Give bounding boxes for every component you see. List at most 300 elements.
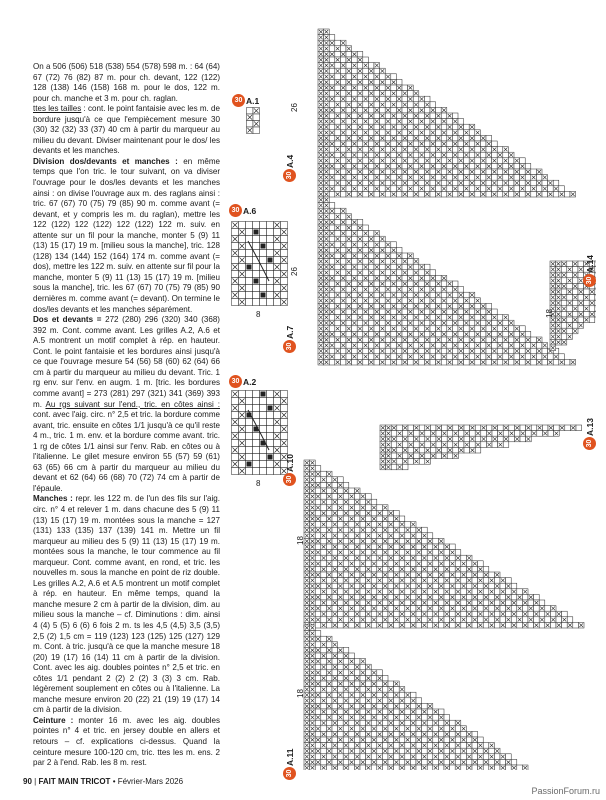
chart-cell: [413, 130, 419, 136]
chart-cell: [352, 315, 358, 321]
chart-cell: [380, 74, 386, 80]
chart-cell: [419, 147, 425, 153]
chart-cell: [329, 214, 335, 220]
chart-cell: [480, 343, 486, 349]
chart-cell: [469, 343, 475, 349]
chart-cell: [567, 306, 573, 312]
chart-cell: [260, 250, 267, 257]
chart-cell: [385, 91, 391, 97]
chart-cell: [447, 343, 453, 349]
chart-cell: [352, 113, 358, 119]
chart-cell: [357, 107, 363, 113]
chart-cell: [508, 180, 514, 186]
chart-cell: [405, 544, 411, 550]
chart-cell: [441, 337, 447, 343]
chart-cell: [391, 242, 397, 248]
chart-cell: [363, 91, 369, 97]
chart-cell: [253, 440, 260, 447]
chart-cell: [572, 311, 578, 317]
chart-cell: [497, 169, 503, 175]
chart-cell: [321, 516, 327, 522]
chart-cell: [357, 141, 363, 147]
chart-cell: [466, 583, 472, 589]
chart-cell: [520, 326, 526, 332]
chart-cell: [329, 79, 335, 85]
chart-cell: [475, 326, 481, 332]
chart-cell: [374, 359, 380, 365]
chart-cell: [329, 281, 335, 287]
chart-a1-grid: [246, 107, 260, 135]
chart-cell: [410, 527, 416, 533]
chart-cell: [492, 431, 498, 437]
chart-cell: [357, 119, 363, 125]
chart-cell: [567, 328, 573, 334]
chart-cell: [329, 35, 335, 41]
chart-cell: [391, 74, 397, 80]
chart-cell: [382, 544, 388, 550]
chart-cell: [422, 561, 428, 567]
paragraph-division: [33, 157, 220, 315]
chart-cell: [363, 147, 369, 153]
chart-cell: [246, 271, 253, 278]
chart-cell: [260, 405, 267, 412]
chart-cell: [405, 533, 411, 539]
chart-cell: [572, 267, 578, 273]
chart-cell: [385, 79, 391, 85]
chart-cell: [354, 527, 360, 533]
chart-cell: [419, 436, 425, 442]
chart-cell: [441, 315, 447, 321]
chart-cell: [329, 191, 335, 197]
chart-cell: [469, 175, 475, 181]
chart-cell: [382, 533, 388, 539]
chart-cell: [340, 124, 346, 130]
chart-cell: [542, 425, 548, 431]
chart-cell: [520, 169, 526, 175]
chart-cell: [430, 191, 436, 197]
chart-cell: [357, 175, 363, 181]
chart-cell: [452, 124, 458, 130]
chart-cell: [382, 555, 388, 561]
chart-cell: [377, 550, 383, 556]
chart-cell: [253, 391, 260, 398]
chart-cell: [561, 267, 567, 273]
chart-cell: [357, 354, 363, 360]
chart-cell: [436, 186, 442, 192]
paragraph-text: en même temps que l'on tric. le tour suivant, on va diviser l'ouvrage pour le dos/les devants et les manches ainsi : on divise l'ouvrage aux m. des raglans ainsi : tric. 67 (67) 70 (75) 79 (85) 90 m. comme avant (= devant, et y compris les m. du raglan), mettre les 122 (122) 122 (122) 122 (122) 122 m. suiv. en attente sur un fil pour la manche, monter 5 (9) 11 (13) 15 (17) 19 m. [milieu sous la manche], tric. 128 (128) 134 (144) 152 (164) 174 m. comme avant (= dos), mettre les 122 m. suiv. en attente sur fil pour la manche, monter 5 (9) 11 (13) 15 (17) 19 m. [milieu sous la manche], tric. les 67 (67) 70 (75) 79 (85) 90 dernières m. comme avant (= devant). On termine le dos/les devants et les manches séparément.: [33, 156, 221, 314]
chart-cell: [480, 141, 486, 147]
chart-cell: [357, 320, 363, 326]
chart-cell: [380, 354, 386, 360]
paragraph-lead: Au rgs suivant sur l'end., tric. en côtes ainsi :: [45, 399, 220, 409]
chart-cell: [402, 320, 408, 326]
chart-cell: [503, 163, 509, 169]
chart-cell: [424, 264, 430, 270]
chart-cell: [374, 124, 380, 130]
chart-cell: [357, 231, 363, 237]
chart-cell: [430, 348, 436, 354]
chart-cell: [260, 447, 267, 454]
chart-cell: [346, 231, 352, 237]
chart-cell: [408, 113, 414, 119]
chart-cell: [514, 163, 520, 169]
chart-cell: [486, 436, 492, 442]
chart-cell: [422, 572, 428, 578]
chart-cell: [430, 337, 436, 343]
chart-cell: [340, 315, 346, 321]
chart-cell: [363, 68, 369, 74]
chart-cell: [340, 337, 346, 343]
chart-cell: [408, 292, 414, 298]
chart-cell: [436, 442, 442, 448]
chart-cell: [572, 289, 578, 295]
chart-cell: [402, 464, 408, 470]
chart-cell: [239, 433, 246, 440]
chart-cell: [377, 516, 383, 522]
chart-cell: [380, 175, 386, 181]
chart-cell: [360, 578, 366, 584]
chart-cell: [469, 320, 475, 326]
chart-cell: [419, 337, 425, 343]
chart-cell: [492, 442, 498, 448]
chart-cell: [352, 57, 358, 63]
chart-cell: [388, 561, 394, 567]
chart-cell: [368, 242, 374, 248]
chart-cell: [352, 236, 358, 242]
chart-cell: [396, 348, 402, 354]
chart-cell: [380, 107, 386, 113]
chart-cell: [377, 538, 383, 544]
chart-cell: [396, 102, 402, 108]
chart-cell: [408, 359, 414, 365]
chart-cell: [469, 163, 475, 169]
chart-cell: [441, 169, 447, 175]
chart-cell: [349, 488, 355, 494]
chart-cell: [565, 425, 571, 431]
chart-cell: [419, 158, 425, 164]
chart-cell: [363, 281, 369, 287]
chart-cell: [424, 275, 430, 281]
chart-cell: [385, 180, 391, 186]
chart-cell: [424, 186, 430, 192]
chart-cell: [503, 354, 509, 360]
chart-cell: [315, 544, 321, 550]
chart-cell: [438, 578, 444, 584]
chart-cell: [416, 533, 422, 539]
chart-cell: [274, 412, 281, 419]
chart-cell: [536, 175, 542, 181]
chart-cell: [246, 426, 253, 433]
chart-cell: [413, 320, 419, 326]
chart-cell: [492, 186, 498, 192]
chart-cell: [267, 292, 274, 299]
chart-cell: [433, 572, 439, 578]
chart-cell: [368, 298, 374, 304]
chart-cell: [408, 303, 414, 309]
chart-cell: [232, 398, 239, 405]
chart-cell: [346, 275, 352, 281]
chart-cell: [430, 135, 436, 141]
chart-cell: [247, 108, 254, 115]
chart-cell: [520, 425, 526, 431]
chart-cell: [357, 74, 363, 80]
chart-cell: [520, 348, 526, 354]
chart-cell: [352, 191, 358, 197]
chart-cell: [346, 331, 352, 337]
chart-cell: [253, 285, 260, 292]
chart-cell: [335, 85, 341, 91]
chart-cell: [531, 348, 537, 354]
chart-cell: [536, 186, 542, 192]
chart-cell: [424, 320, 430, 326]
chart-cell: [267, 222, 274, 229]
chart-cell: [391, 275, 397, 281]
chart-cell: [260, 257, 267, 264]
chart-cell: [436, 354, 442, 360]
chart-cell: [424, 130, 430, 136]
chart-cell: [246, 222, 253, 229]
chart-cell: [475, 147, 481, 153]
chart-cell: [253, 405, 260, 412]
chart-cell: [329, 135, 335, 141]
chart-cell: [267, 461, 274, 468]
filled-stitch: [261, 392, 266, 397]
chart-cell: [352, 359, 358, 365]
chart-cell: [357, 309, 363, 315]
chart-cell: [391, 141, 397, 147]
filled-stitch: [261, 244, 266, 249]
chart-cell: [343, 494, 349, 500]
chart-cell: [506, 578, 512, 584]
chart-cell: [377, 505, 383, 511]
chart-cell: [232, 468, 239, 475]
chart-cell: [315, 533, 321, 539]
chart-cell: [357, 219, 363, 225]
chart-cell: [514, 343, 520, 349]
chart-cell: [274, 243, 281, 250]
chart-cell: [385, 303, 391, 309]
chart-name: A.6: [243, 205, 257, 216]
chart-cell: [394, 533, 400, 539]
chart-cell: [430, 147, 436, 153]
chart-cell: [338, 566, 344, 572]
chart-cell: [430, 303, 436, 309]
chart-cell: [441, 124, 447, 130]
chart-cell: [396, 91, 402, 97]
chart-cell: [321, 550, 327, 556]
chart-cell: [572, 300, 578, 306]
chart-cell: [388, 538, 394, 544]
chart-cell: [444, 561, 450, 567]
chart-cell: [335, 51, 341, 57]
chart-cell: [438, 566, 444, 572]
chart-cell: [281, 405, 288, 412]
chart-cell: [329, 158, 335, 164]
chart-cell: [444, 572, 450, 578]
chart-cell: [526, 431, 532, 437]
chart-cell: [576, 425, 582, 431]
chart-cell: [430, 102, 436, 108]
chart-cell: [352, 169, 358, 175]
chart-cell: [335, 130, 341, 136]
chart-cell: [424, 152, 430, 158]
chart-cell: [281, 250, 288, 257]
chart-cell: [239, 264, 246, 271]
chart-cell: [363, 169, 369, 175]
chart-cell: [531, 359, 537, 365]
chart-cell: [553, 191, 559, 197]
chart-cell: [281, 391, 288, 398]
chart-cell: [315, 477, 321, 483]
chart-cell: [531, 169, 537, 175]
chart-cell: [346, 130, 352, 136]
chart-cell: [408, 425, 414, 431]
chart-cell: [391, 130, 397, 136]
chart-cell: [385, 158, 391, 164]
chart-cell: [578, 306, 584, 312]
chart-cell: [402, 141, 408, 147]
chart-cell: [419, 359, 425, 365]
chart-cell: [335, 309, 341, 315]
chart-cell: [595, 300, 596, 306]
chart-cell: [486, 180, 492, 186]
chart-cell: [424, 298, 430, 304]
chart-cell: [402, 175, 408, 181]
chart-cell: [458, 141, 464, 147]
chart-cell: [335, 163, 341, 169]
chart-cell: [503, 343, 509, 349]
chart-cell: [281, 433, 288, 440]
chart-cell: [399, 516, 405, 522]
chart-cell: [349, 522, 355, 528]
chart-cell: [537, 431, 543, 437]
chart-cell: [321, 505, 327, 511]
chart-cell: [408, 337, 414, 343]
chart-cell: [486, 326, 492, 332]
chart-cell: [396, 113, 402, 119]
chart-cell: [475, 337, 481, 343]
chart-cell: [419, 315, 425, 321]
chart-cell: [326, 488, 332, 494]
chart-cell: [363, 337, 369, 343]
chart-cell: [343, 527, 349, 533]
chart-cell: [402, 163, 408, 169]
chart-cell: [391, 354, 397, 360]
chart-cell: [475, 191, 481, 197]
chart-cell: [338, 522, 344, 528]
chart-cell: [335, 152, 341, 158]
chart-cell: [335, 119, 341, 125]
chart-cell: [335, 219, 341, 225]
chart-cell: [452, 113, 458, 119]
chart-cell: [366, 538, 372, 544]
chart-cell: [396, 337, 402, 343]
chart-cell: [441, 158, 447, 164]
chart-cell: [413, 175, 419, 181]
chart-cell: [595, 295, 596, 301]
chart-cell: [357, 298, 363, 304]
chart-cell: [408, 91, 414, 97]
chart-cell: [374, 169, 380, 175]
chart-cell: [419, 124, 425, 130]
paragraph-back-fronts: [33, 315, 220, 494]
chart-cell: [408, 102, 414, 108]
chart-cell: [492, 175, 498, 181]
chart-cell: [561, 289, 567, 295]
chart-cell: [239, 278, 246, 285]
chart-cell: [497, 147, 503, 153]
chart-cell: [520, 436, 526, 442]
chart-cell: [374, 337, 380, 343]
chart-cell: [447, 442, 453, 448]
chart-cell: [589, 306, 595, 312]
chart-cell: [419, 447, 425, 453]
chart-cell: [357, 343, 363, 349]
chart-cell: [408, 348, 414, 354]
chart-cell: [380, 298, 386, 304]
chart-cell: [374, 247, 380, 253]
chart-cell: [357, 96, 363, 102]
chart-cell: [410, 561, 416, 567]
chart-cell: [239, 461, 246, 468]
chart-cell: [374, 79, 380, 85]
chart-cell: [260, 454, 267, 461]
chart-cell: [382, 510, 388, 516]
chart-cell: [436, 431, 442, 437]
chart-cell: [281, 278, 288, 285]
chart-cell: [346, 63, 352, 69]
chart-cell: [564, 191, 570, 197]
chart-cell: [447, 453, 453, 459]
chart-cell: [424, 96, 430, 102]
chart-cell: [363, 303, 369, 309]
chart-cell: [321, 538, 327, 544]
chart-cell: [466, 561, 472, 567]
chart-cell: [464, 158, 470, 164]
chart-cell: [335, 354, 341, 360]
chart-cell: [391, 175, 397, 181]
chart-cell: [413, 119, 419, 125]
chart-cell: [391, 253, 397, 259]
chart-cell: [340, 292, 346, 298]
chart-cell: [332, 527, 338, 533]
paragraph-lead: Division dos/devants et manches :: [33, 156, 178, 166]
chart-cell: [464, 169, 470, 175]
paragraph-lead: Manches :: [33, 494, 73, 504]
chart-cell: [402, 152, 408, 158]
chart-cell: [413, 163, 419, 169]
chart-cell: [267, 236, 274, 243]
chart-cell: [281, 264, 288, 271]
chart-cell: [374, 147, 380, 153]
chart-cell: [354, 572, 360, 578]
chart-cell: [368, 63, 374, 69]
chart-cell: [578, 317, 584, 323]
chart-cell: [410, 538, 416, 544]
chart-cell: [232, 454, 239, 461]
chart-cell: [380, 152, 386, 158]
chart-cell: [470, 431, 476, 437]
chart-cell: [385, 147, 391, 153]
chart-cell: [494, 578, 500, 584]
chart-cell: [503, 152, 509, 158]
chart-cell: [436, 119, 442, 125]
chart-cell: [458, 152, 464, 158]
chart-cell: [385, 281, 391, 287]
chart-cell: [497, 326, 503, 332]
chart-cell: [413, 287, 419, 293]
chart-cell: [380, 331, 386, 337]
